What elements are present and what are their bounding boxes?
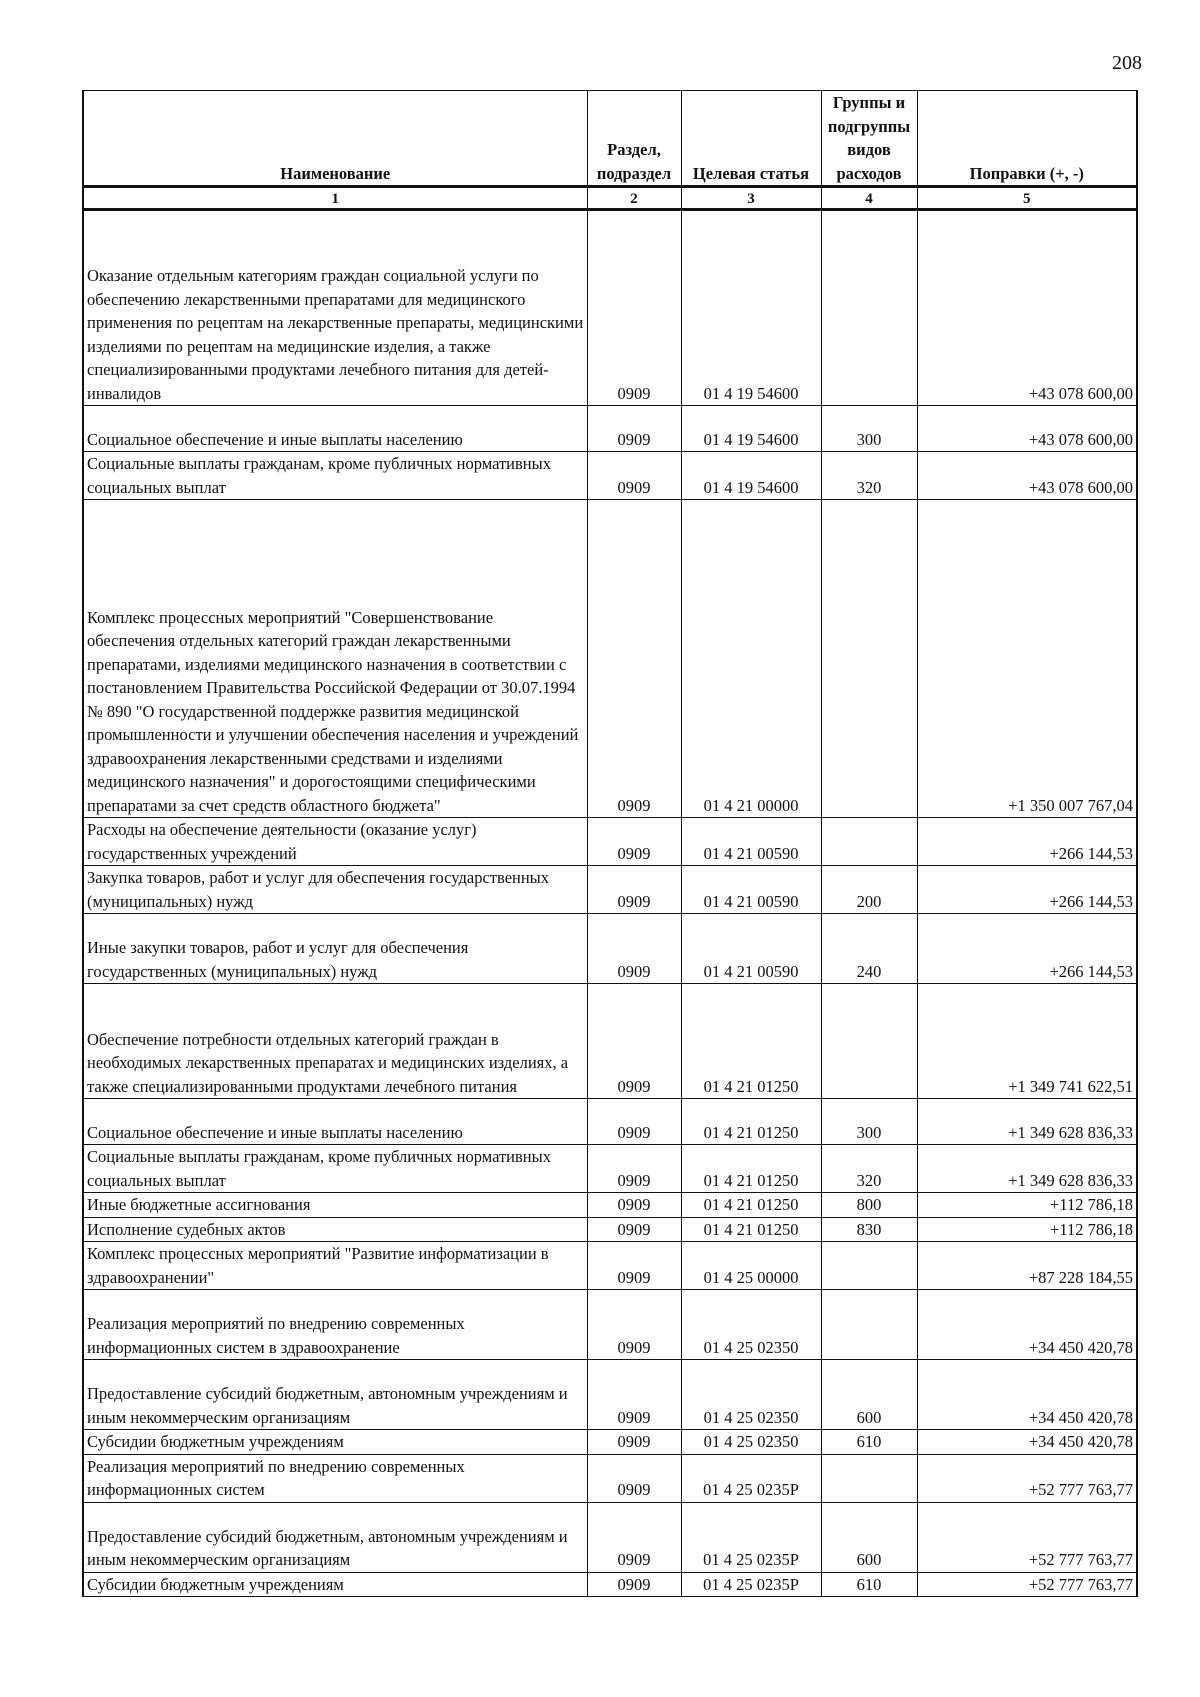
table-header-row [83,91,1137,187]
row-name: Оказание отдельным категориям граждан социальной услуги по обеспечению лекарственными препаратами для медицинского применения по рецептам на лекарственные препараты, медицинскими изделиями по рецептам на медицинские изделия, а также специализированными продуктами лечебного питания для детей-инвалидов [83,210,587,406]
table-row [83,1217,1137,1242]
row-group [821,984,917,1099]
column-number: 5 [917,187,1137,210]
row-group: 830 [821,1217,917,1242]
row-amount: +112 786,18 [917,1217,1137,1242]
row-amount: +1 349 628 836,33 [917,1099,1137,1145]
row-amount: +52 777 763,77 [917,1454,1137,1502]
row-section: 0909 [587,914,681,984]
row-section: 0909 [587,500,681,818]
row-target: 01 4 19 54600 [681,452,821,500]
row-amount: +43 078 600,00 [917,406,1137,452]
row-group: 610 [821,1572,917,1597]
column-number-row [83,187,1137,210]
row-name: Социальные выплаты гражданам, кроме публичных нормативных социальных выплат [83,1145,587,1193]
table-row [83,500,1137,818]
row-amount: +1 349 741 622,51 [917,984,1137,1099]
row-section: 0909 [587,1145,681,1193]
row-group [821,1290,917,1360]
row-target: 01 4 21 00000 [681,500,821,818]
table-row [83,1290,1137,1360]
row-group: 800 [821,1193,917,1218]
row-target: 01 4 21 01250 [681,1099,821,1145]
row-group: 320 [821,452,917,500]
row-name: Субсидии бюджетным учреждениям [83,1430,587,1455]
row-amount: +43 078 600,00 [917,210,1137,406]
row-amount: +34 450 420,78 [917,1360,1137,1430]
row-group: 320 [821,1145,917,1193]
row-target: 01 4 21 01250 [681,1217,821,1242]
row-section: 0909 [587,452,681,500]
row-section: 0909 [587,406,681,452]
table-row [83,1502,1137,1572]
row-target: 01 4 21 01250 [681,984,821,1099]
row-target: 01 4 25 02350 [681,1290,821,1360]
row-section: 0909 [587,1454,681,1502]
row-group: 200 [821,866,917,914]
row-amount: +1 350 007 767,04 [917,500,1137,818]
table-row [83,818,1137,866]
row-target: 01 4 25 02350 [681,1360,821,1430]
header-amend: Поправки (+, -) [917,91,1137,187]
row-group [821,1242,917,1290]
row-section: 0909 [587,1193,681,1218]
row-group [821,210,917,406]
row-group [821,1454,917,1502]
row-group: 300 [821,406,917,452]
row-amount: +34 450 420,78 [917,1290,1137,1360]
row-name: Комплекс процессных мероприятий "Развитие информатизации в здравоохранении" [83,1242,587,1290]
row-target: 01 4 21 00590 [681,914,821,984]
row-name: Иные бюджетные ассигнования [83,1193,587,1218]
row-name: Предоставление субсидий бюджетным, автономным учреждениям и иным некоммерческим организациям [83,1502,587,1572]
row-section: 0909 [587,210,681,406]
row-section: 0909 [587,1502,681,1572]
row-amount: +266 144,53 [917,818,1137,866]
row-section: 0909 [587,818,681,866]
row-group: 600 [821,1360,917,1430]
row-section: 0909 [587,1217,681,1242]
budget-table [82,90,1138,1597]
row-name: Иные закупки товаров, работ и услуг для обеспечения государственных (муниципальных) нужд [83,914,587,984]
row-amount: +43 078 600,00 [917,452,1137,500]
row-name: Расходы на обеспечение деятельности (оказание услуг) государственных учреждений [83,818,587,866]
row-amount: +52 777 763,77 [917,1572,1137,1597]
row-group [821,818,917,866]
header-groups: Группы и подгруппы видов расходов [821,91,917,187]
row-section: 0909 [587,1572,681,1597]
row-target: 01 4 19 54600 [681,210,821,406]
row-name: Закупка товаров, работ и услуг для обеспечения государственных (муниципальных) нужд [83,866,587,914]
column-number: 1 [83,187,587,210]
row-name: Исполнение судебных актов [83,1217,587,1242]
row-amount: +34 450 420,78 [917,1430,1137,1455]
row-target: 01 4 25 00000 [681,1242,821,1290]
row-group: 300 [821,1099,917,1145]
row-target: 01 4 25 02350 [681,1430,821,1455]
row-group: 600 [821,1502,917,1572]
row-amount: +266 144,53 [917,866,1137,914]
row-target: 01 4 21 01250 [681,1145,821,1193]
row-group: 610 [821,1430,917,1455]
row-amount: +266 144,53 [917,914,1137,984]
row-section: 0909 [587,1099,681,1145]
table-row [83,210,1137,406]
table-row [83,1099,1137,1145]
row-section: 0909 [587,1290,681,1360]
table-row [83,452,1137,500]
table-row [83,984,1137,1099]
row-target: 01 4 21 00590 [681,818,821,866]
row-section: 0909 [587,1242,681,1290]
column-number: 2 [587,187,681,210]
row-target: 01 4 25 0235Р [681,1454,821,1502]
row-target: 01 4 21 01250 [681,1193,821,1218]
row-target: 01 4 19 54600 [681,406,821,452]
row-name: Субсидии бюджетным учреждениям [83,1572,587,1597]
row-amount: +112 786,18 [917,1193,1137,1218]
header-name: Наименование [83,91,587,187]
table-row [83,1430,1137,1455]
row-name: Социальное обеспечение и иные выплаты населению [83,406,587,452]
table-row [83,1193,1137,1218]
row-name: Обеспечение потребности отдельных категорий граждан в необходимых лекарственных препаратах и медицинских изделиях, а также специализированными продуктами лечебного питания [83,984,587,1099]
table-row [83,866,1137,914]
row-target: 01 4 21 00590 [681,866,821,914]
table-row [83,914,1137,984]
row-section: 0909 [587,866,681,914]
row-name: Социальные выплаты гражданам, кроме публичных нормативных социальных выплат [83,452,587,500]
row-group: 240 [821,914,917,984]
table-row [83,1145,1137,1193]
table-row [83,1242,1137,1290]
column-number: 3 [681,187,821,210]
row-group [821,500,917,818]
row-name: Реализация мероприятий по внедрению современных информационных систем в здравоохранение [83,1290,587,1360]
column-number: 4 [821,187,917,210]
table-row [83,1572,1137,1597]
row-target: 01 4 25 0235Р [681,1572,821,1597]
table-row [83,1454,1137,1502]
row-amount: +52 777 763,77 [917,1502,1137,1572]
row-amount: +87 228 184,55 [917,1242,1137,1290]
row-name: Реализация мероприятий по внедрению современных информационных систем [83,1454,587,1502]
table-row [83,1360,1137,1430]
row-name: Социальное обеспечение и иные выплаты населению [83,1099,587,1145]
table-row [83,406,1137,452]
row-amount: +1 349 628 836,33 [917,1145,1137,1193]
page-number: 208 [1112,52,1142,74]
header-target: Целевая статья [681,91,821,187]
row-section: 0909 [587,1430,681,1455]
row-section: 0909 [587,1360,681,1430]
header-section: Раздел, подраздел [587,91,681,187]
row-name: Предоставление субсидий бюджетным, автономным учреждениям и иным некоммерческим организациям [83,1360,587,1430]
row-target: 01 4 25 0235Р [681,1502,821,1572]
row-name: Комплекс процессных мероприятий "Совершенствование обеспечения отдельных категорий граждан лекарственными препаратами, изделиями медицинского назначения в соответствии с постановлением Правительства Российской Федерации от 30.07.1994 № 890 "О государственной поддержке развития медицинской промышленности и улучшении обеспечения населения и учреждений здравоохранения лекарственными средствами и изделиями медицинского назначения" и дорогостоящими специфическими препаратами за счет средств областного бюджета" [83,500,587,818]
row-section: 0909 [587,984,681,1099]
